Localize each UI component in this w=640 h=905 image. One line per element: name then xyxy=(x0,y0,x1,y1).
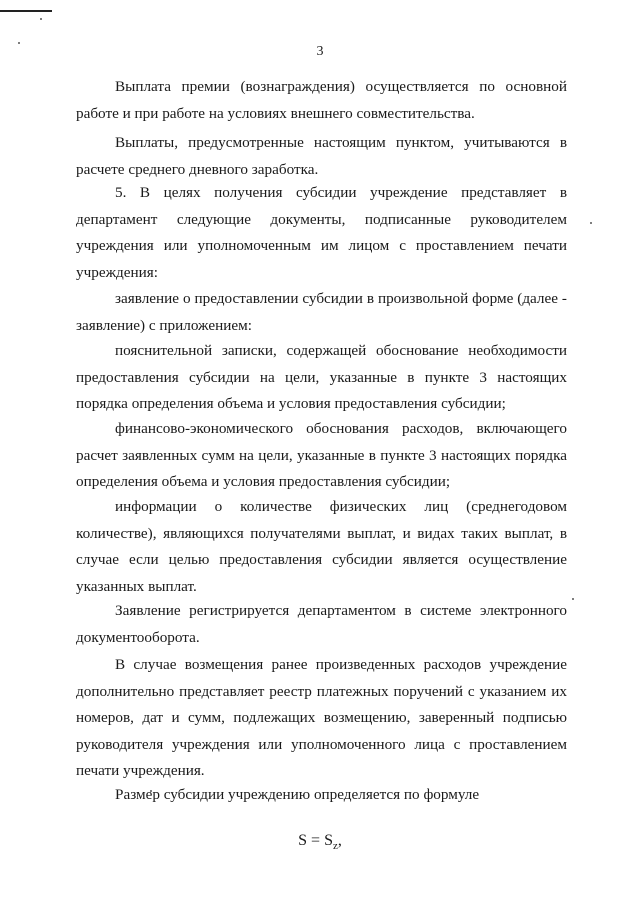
paragraph-registration xyxy=(76,598,567,651)
text-line: документооборота. xyxy=(76,628,200,646)
text-line: указанных выплат. xyxy=(76,577,197,595)
text-line: порядка определения объема и условия предоставления субсидии; xyxy=(76,395,506,412)
paragraph-reimbursement xyxy=(76,652,567,785)
text-line: учреждения: xyxy=(76,263,158,281)
text-line: пояснительной записки, содержащей обоснование необходимости xyxy=(115,342,567,359)
text-line: департамент следующие документы, подписанные руководителем xyxy=(76,210,567,228)
paragraph-average-earnings xyxy=(76,130,567,183)
text-line: расчете среднего дневного заработка. xyxy=(76,160,319,178)
text-line: определения объема и условия предоставления субсидии; xyxy=(76,473,451,490)
text-line: количестве), являющихся получателями выплат, и видах таких выплат, в xyxy=(76,524,567,542)
paragraph-financial-justification xyxy=(76,416,567,496)
text-line: 5. В целях получения субсидии учреждение представляет в xyxy=(115,184,567,201)
text-line: учреждения или уполномоченным им лицом с проставлением печати xyxy=(76,237,567,254)
text-line: В случае возмещения ранее произведенных расходов учреждение xyxy=(115,656,567,673)
text-line: Выплата премии (вознаграждения) осуществляется по основной xyxy=(115,78,567,95)
text-line: Заявление регистрируется департаментом в системе электронного xyxy=(115,602,567,619)
paragraph-bonus-payment xyxy=(76,74,567,127)
formula-rhs: S xyxy=(324,832,333,849)
paragraph-application xyxy=(76,286,567,339)
text-line: расчет заявленных сумм на цели, указанные в пункте 3 настоящих порядка xyxy=(76,446,567,464)
formula-subscript: z xyxy=(332,840,338,853)
text-line: руководителя учреждения или уполномоченного лица с проставлением xyxy=(76,735,567,753)
scan-speck xyxy=(40,18,42,20)
text-line: случае если целью предоставления субсидии является осуществление xyxy=(76,551,567,568)
text-line: работе и при работе на условиях внешнего совместительства. xyxy=(76,104,475,122)
page-number: 3 xyxy=(316,44,324,59)
text-line: предоставления субсидии на цели, указанные в пункте 3 настоящих xyxy=(76,368,567,386)
text-line: заявление) с приложением: xyxy=(76,316,252,334)
scan-speck xyxy=(590,222,592,224)
text-line: номеров, дат и сумм, подлежащих возмещению, заверенный подписью xyxy=(76,709,567,726)
text-line: финансово-экономического обоснования расходов, включающего xyxy=(115,420,567,437)
text-line: заявление о предоставлении субсидии в произвольной форме (далее - xyxy=(115,290,567,307)
formula-comma: , xyxy=(337,832,342,849)
scan-speck xyxy=(572,598,574,600)
paragraph-explanatory-note xyxy=(76,338,567,418)
subsidy-formula xyxy=(0,832,640,852)
text-line: Выплаты, предусмотренные настоящим пунктом, учитываются в xyxy=(115,134,567,151)
text-line: информации о количестве физических лиц (среднегодовом xyxy=(115,498,567,515)
text-line: дополнительно представляет реестр платежных поручений с указанием их xyxy=(76,682,567,700)
paragraph-formula-intro xyxy=(76,782,567,809)
formula-lhs: S xyxy=(298,832,308,849)
paragraph-persons-info xyxy=(76,494,567,600)
paragraph-item-5 xyxy=(76,180,567,286)
formula-equals: = xyxy=(307,832,325,849)
text-line: Размер субсидии учреждению определяется по формуле xyxy=(115,786,480,803)
text-line: печати учреждения. xyxy=(76,762,205,779)
scan-edge-mark xyxy=(0,10,52,12)
